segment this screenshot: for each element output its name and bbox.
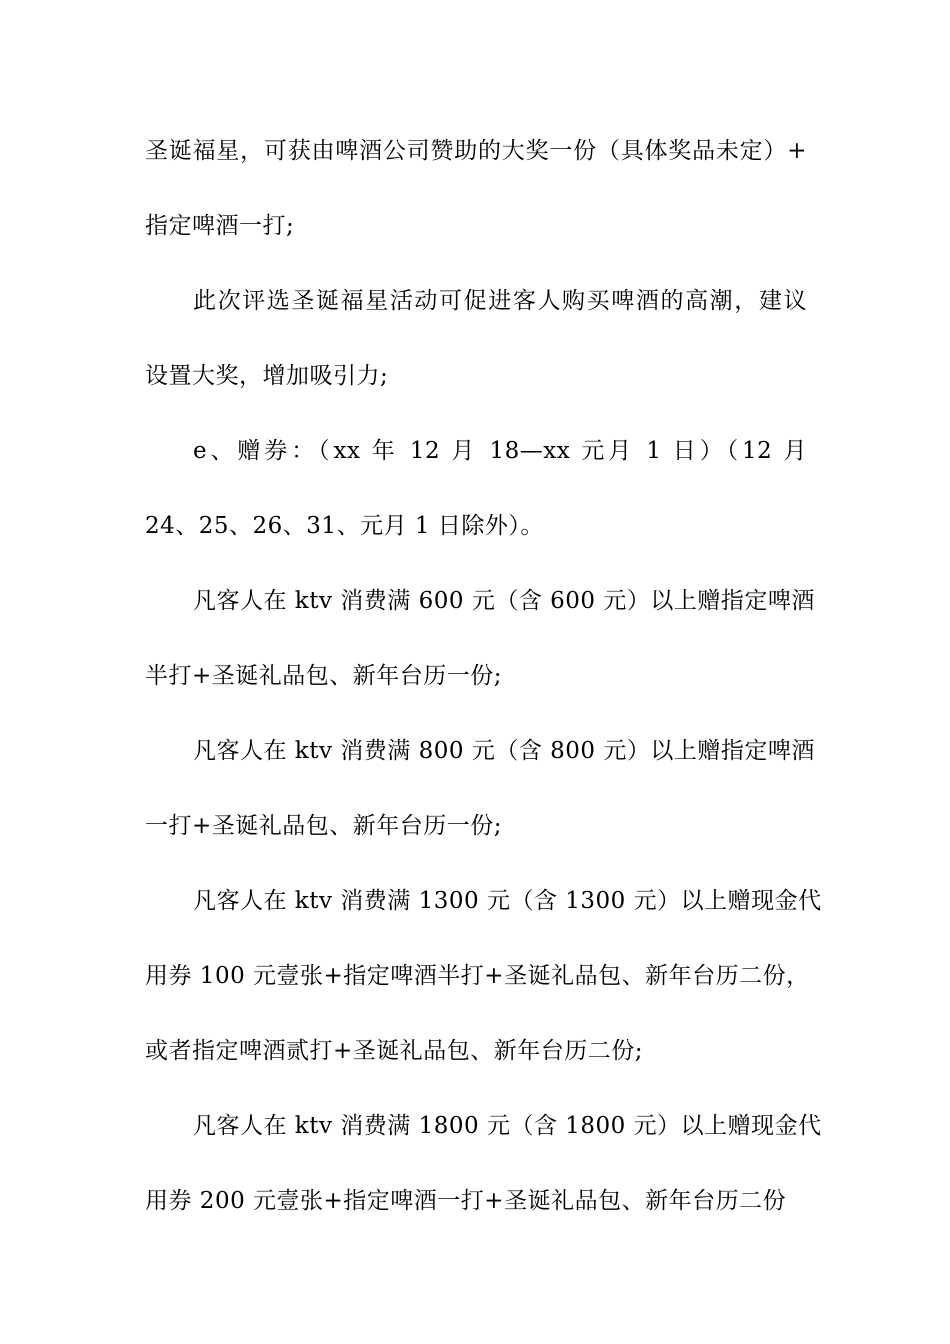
paragraph-start-line: 此次评选圣诞福星活动可促进客人购买啤酒的高潮，建议 [193, 288, 807, 314]
paragraph-start-line: e、赠券：（xx 年 12 月 18—xx 元月 1 日）（12 月 [193, 438, 807, 464]
text-line: 用券 200 元壹张+指定啤酒一打+圣诞礼品包、新年台历二份 [145, 1188, 787, 1214]
text-line: 圣诞福星，可获由啤酒公司赞助的大奖一份（具体奖品未定）+ [145, 138, 807, 164]
text-line: 24、25、26、31、元月 1 日除外）。 [145, 513, 544, 539]
text-line: 设置大奖，增加吸引力; [145, 363, 389, 389]
paragraph-start-line: 凡客人在 ktv 消费满 1800 元（含 1800 元）以上赠现金代 [193, 1113, 822, 1139]
paragraph-start-line: 凡客人在 ktv 消费满 600 元（含 600 元）以上赠指定啤酒 [193, 588, 815, 614]
text-line: 用券 100 元壹张+指定啤酒半打+圣诞礼品包、新年台历二份， [145, 963, 810, 989]
paragraph-start-line: 凡客人在 ktv 消费满 800 元（含 800 元）以上赠指定啤酒 [193, 738, 815, 764]
text-line: 或者指定啤酒贰打+圣诞礼品包、新年台历二份; [145, 1038, 644, 1064]
text-line: 指定啤酒一打; [145, 213, 295, 239]
paragraph-start-line: 凡客人在 ktv 消费满 1300 元（含 1300 元）以上赠现金代 [193, 888, 822, 914]
text-line: 半打+圣诞礼品包、新年台历一份; [145, 663, 503, 689]
text-line: 一打+圣诞礼品包、新年台历一份; [145, 813, 503, 839]
